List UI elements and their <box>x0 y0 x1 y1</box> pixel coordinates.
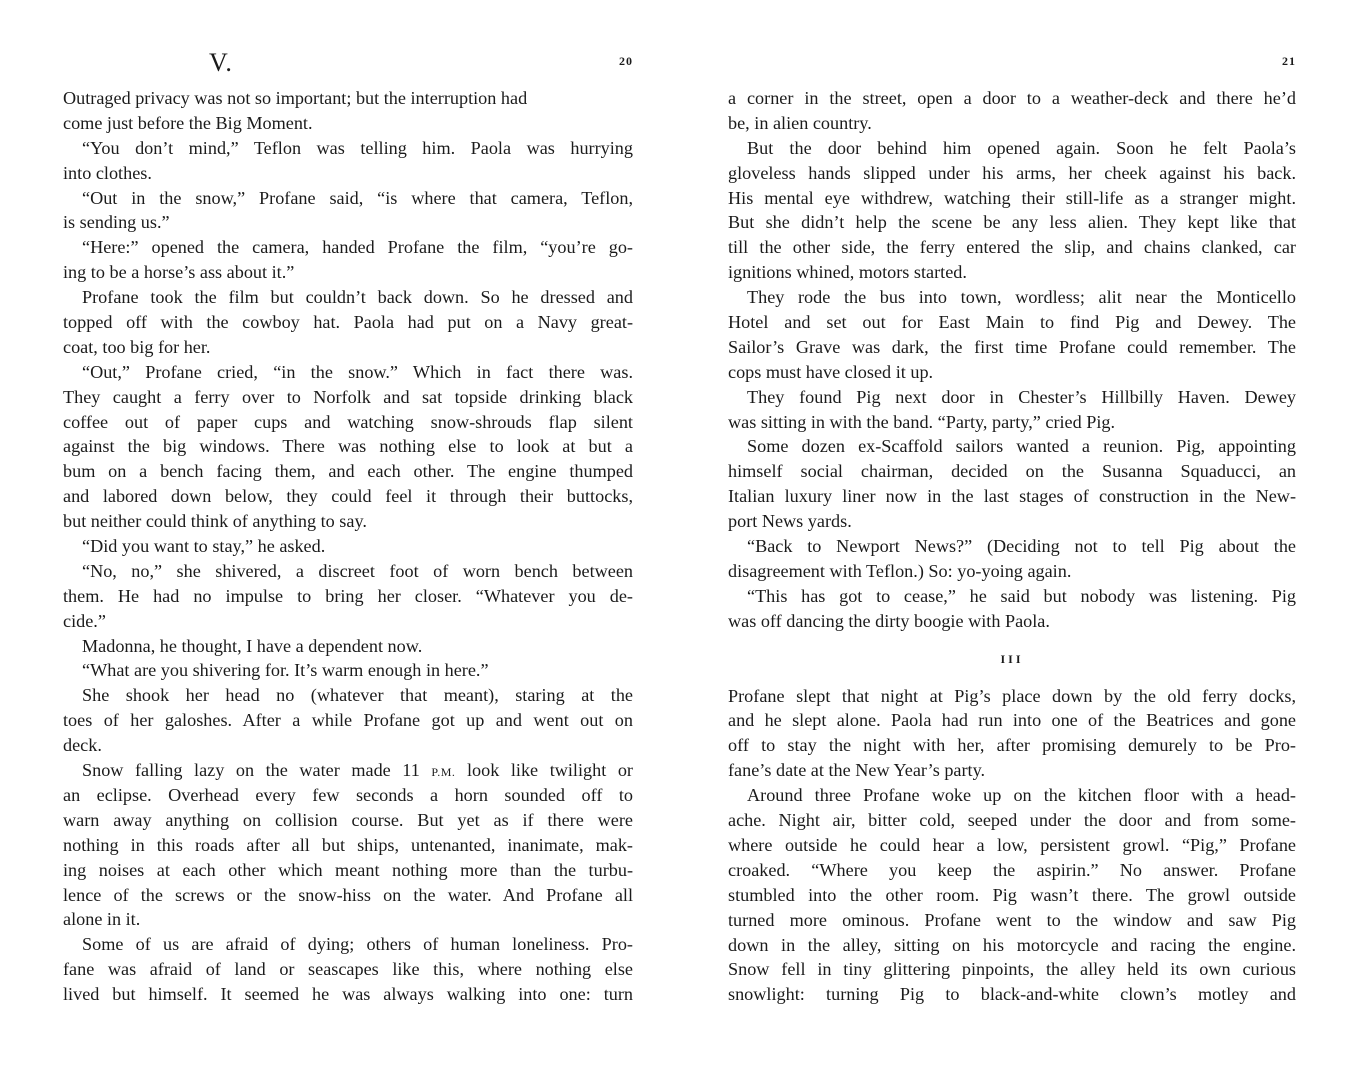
book-title: V. <box>209 48 233 77</box>
text-line: Hotel and set out for East Main to find Pig and Dewey. The <box>728 312 1296 333</box>
text-line: toes of her galoshes. After a while Profane got up and went out on <box>63 710 633 731</box>
text-line: topped off with the cowboy hat. Paola had put on a Navy great- <box>63 312 633 333</box>
section-number: III <box>1000 651 1024 666</box>
text-line: gloveless hands slipped under his arms, her cheek against his back. <box>728 162 1296 183</box>
text-line: They caught a ferry over to Norfolk and sat topside drinking black <box>63 386 633 407</box>
text-line: Madonna, he thought, I have a dependent now. <box>82 635 423 656</box>
text-line: till the other side, the ferry entered the slip, and chains clanked, car <box>728 237 1296 258</box>
text-line: They found Pig next door in Chester’s Hillbilly Haven. Dewey <box>747 386 1296 407</box>
text-line: coffee out of paper cups and watching snow-shrouds flap silent <box>63 411 633 432</box>
text-line: be, in alien country. <box>728 112 872 133</box>
text-line: Outraged privacy was not so important; but the interruption had <box>63 88 528 108</box>
text-line: come just before the Big Moment. <box>63 112 313 133</box>
page-number-left: 20 <box>619 54 633 68</box>
text-line: “Back to Newport News?” (Deciding not to tell Pig about the <box>747 536 1296 557</box>
text-line: ache. Night air, bitter cold, seeped under the door and from some- <box>728 810 1296 831</box>
text-line: But the door behind him opened again. Soon he felt Paola’s <box>747 137 1296 158</box>
text-line: “Here:” opened the camera, handed Profane the film, “you’re go- <box>82 237 633 258</box>
text-line: Snow falling lazy on the water made 11 P.M. look like twilight or <box>82 760 633 781</box>
text-line: coat, too big for her. <box>63 336 211 357</box>
text-line: Profane slept that night at Pig’s place down by the old ferry docks, <box>728 685 1296 706</box>
text-line: But she didn’t help the scene be any less alien. They kept like that <box>728 212 1296 233</box>
text-line: “Did you want to stay,” he asked. <box>82 536 326 557</box>
text-line: an eclipse. Overhead every few seconds a horn sounded off to <box>63 784 633 805</box>
text-line: is sending us.” <box>63 212 170 233</box>
text-line: turned more ominous. Profane went to the window and saw Pig <box>728 909 1296 930</box>
text-line: bum on a bench facing them, and each other. The engine thumped <box>63 461 633 482</box>
text-line: “Out in the snow,” Profane said, “is where that camera, Teflon, <box>82 187 633 208</box>
text-line: Some of us are afraid of dying; others of human loneliness. Pro- <box>82 934 633 955</box>
text-line: “No, no,” she shivered, a discreet foot of worn bench between <box>82 560 633 581</box>
running-head-left <box>63 48 633 78</box>
text-line: a corner in the street, open a door to a weather-deck and there he’d <box>728 88 1296 108</box>
text-line: nothing in this roads after all but ships, untenanted, inanimate, mak- <box>63 834 633 855</box>
left-page-body <box>63 86 633 1007</box>
text-line: deck. <box>63 735 102 756</box>
text-line: off to stay the night with her, after promising demurely to be Pro- <box>728 735 1296 756</box>
text-line: ing to be a horse’s ass about it.” <box>63 262 295 283</box>
text-line: “You don’t mind,” Teflon was telling him. Paola was hurrying <box>82 137 633 158</box>
text-line: lence of the screws or the snow-hiss on the water. And Profane all <box>63 884 633 905</box>
text-line: “What are you shivering for. It’s warm enough in here.” <box>82 660 489 681</box>
text-line: port News yards. <box>728 511 852 532</box>
text-line: fane was afraid of land or seascapes like this, where nothing else <box>63 959 633 980</box>
text-line: Italian luxury liner now in the last stages of construction in the New- <box>728 486 1296 507</box>
text-line: but neither could think of anything to say. <box>63 511 367 532</box>
text-line: into clothes. <box>63 162 152 183</box>
right-page-body <box>728 86 1296 1007</box>
text-line: “Out,” Profane cried, “in the snow.” Which in fact there was. <box>82 361 633 382</box>
text-line: Some dozen ex-Scaffold sailors wanted a reunion. Pig, appointing <box>747 436 1296 457</box>
text-line: “This has got to cease,” he said but nobody was listening. Pig <box>747 585 1296 606</box>
text-line: She shook her head no (whatever that meant), staring at the <box>82 685 633 706</box>
text-line: His mental eye withdrew, watching their still-life as a stranger might. <box>728 187 1296 208</box>
text-line: Snow fell in tiny glittering pinpoints, the alley held its own curious <box>728 959 1296 980</box>
text-line: against the big windows. There was nothing else to look at but a <box>63 436 633 457</box>
text-line: Around three Profane woke up on the kitchen floor with a head- <box>747 785 1296 806</box>
text-line: ing noises at each other which meant nothing more than the turbu- <box>63 859 633 880</box>
text-line: and labored down below, they could feel it through their buttocks, <box>63 486 633 507</box>
text-line: Sailor’s Grave was dark, the first time Profane could remember. The <box>728 336 1296 357</box>
text-line: cide.” <box>63 610 106 631</box>
text-line: and he slept alone. Paola had run into one of the Beatrices and gone <box>728 710 1296 731</box>
text-line: them. He had no impulse to bring her closer. “Whatever you de- <box>63 585 633 606</box>
text-line: down in the alley, sitting on his motorcycle and racing the engine. <box>728 934 1296 955</box>
text-line: himself social chairman, decided on the Susanna Squaducci, an <box>728 461 1296 482</box>
text-line: They rode the bus into town, wordless; alit near the Monticello <box>747 287 1296 308</box>
page-number-right: 21 <box>1282 54 1296 68</box>
text-line: alone in it. <box>63 909 141 930</box>
text-line: disagreement with Teflon.) So: yo-yoing again. <box>728 560 1072 581</box>
text-line: was off dancing the dirty boogie with Paola. <box>728 610 1050 631</box>
text-line: where outside he could hear a low, persistent growl. “Pig,” Profane <box>728 834 1296 855</box>
text-line: was sitting in with the band. “Party, party,” cried Pig. <box>728 411 1116 432</box>
text-line: croaked. “Where you keep the aspirin.” No answer. Profane <box>728 859 1296 880</box>
running-head-right <box>728 48 1296 78</box>
text-line: snowlight: turning Pig to black-and-white clown’s motley and <box>728 984 1296 1005</box>
text-line: cops must have closed it up. <box>728 361 934 382</box>
text-line: lived but himself. It seemed he was always walking into one: turn <box>63 984 633 1005</box>
text-line: stumbled into the other room. Pig wasn’t there. The growl outside <box>728 884 1296 905</box>
small-caps-abbreviation: P.M. <box>431 765 456 780</box>
text-line: warn away anything on collision course. But yet as if there were <box>63 809 633 830</box>
text-line: Profane took the film but couldn’t back down. So he dressed and <box>82 287 633 308</box>
text-line: ignitions whined, motors started. <box>728 262 967 283</box>
text-line: fane’s date at the New Year’s party. <box>728 760 986 781</box>
